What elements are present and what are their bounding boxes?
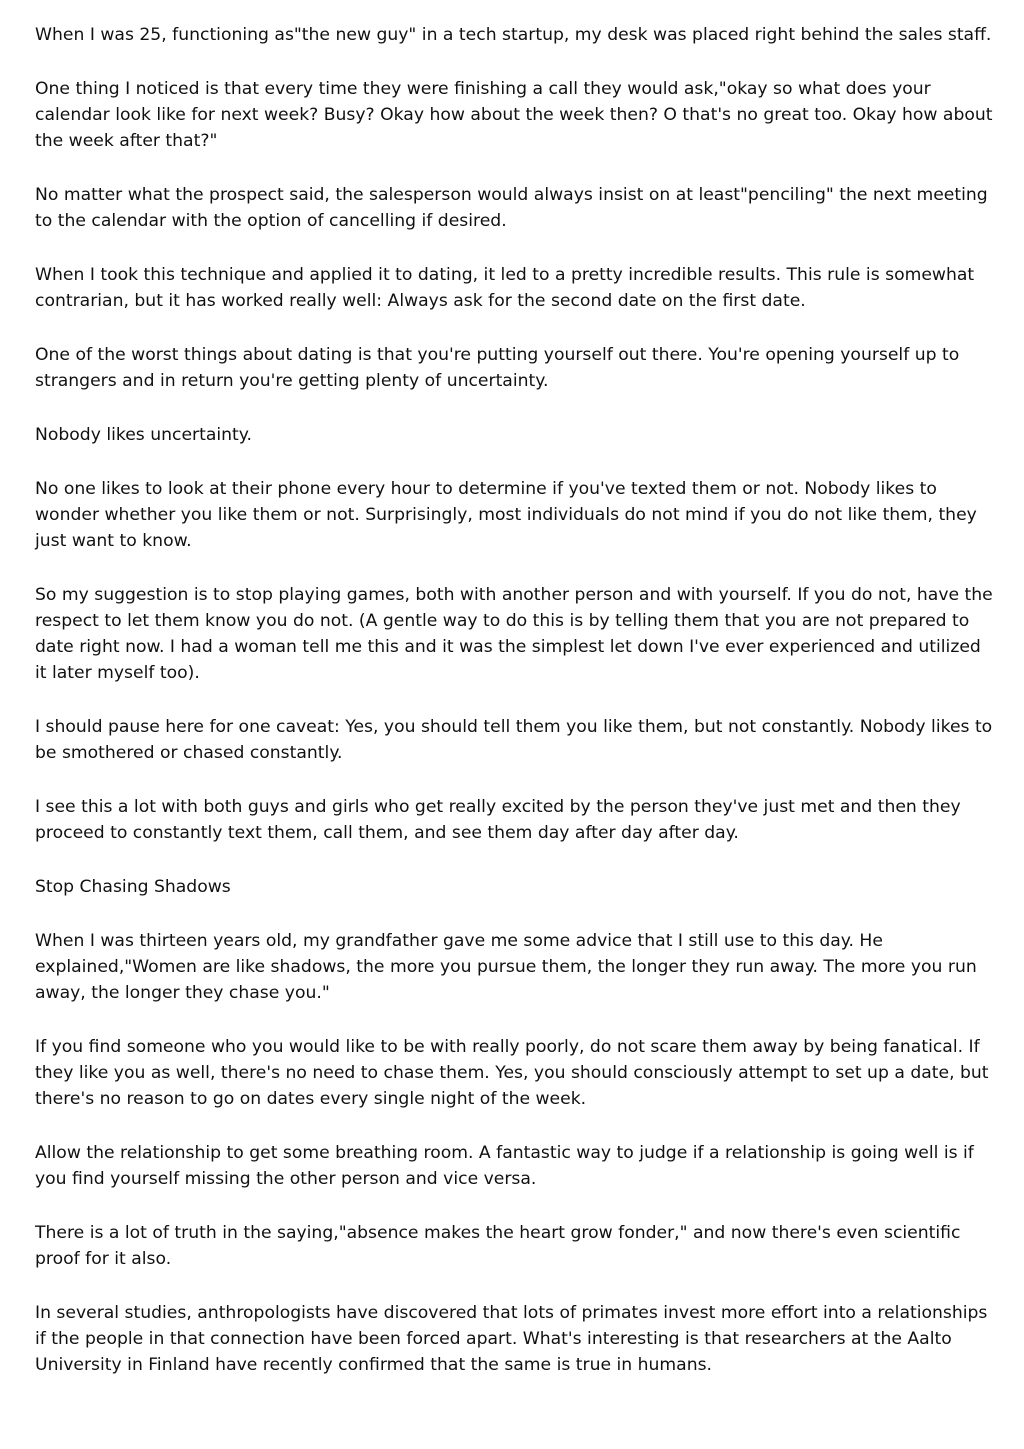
paragraph-4: When I took this technique and applied it to dating, it led to a pretty incredible results. This rule is somewhat contrarian, but it has worked really well: Always ask for the second date on the first date. bbox=[35, 265, 975, 311]
paragraph-2: One thing I noticed is that every time they were finishing a call they would ask,"okay so what does your calendar look like for next week? Busy? Okay how about the week then? O that's no great too. Okay how about the week after that?" bbox=[35, 79, 993, 151]
paragraph-7: No one likes to look at their phone every hour to determine if you've texted them or not. Nobody likes to wonder whether you like them or not. Surprisingly, most individuals do not mind if you do not like them, they just want to know. bbox=[35, 479, 977, 551]
paragraph-10: I see this a lot with both guys and girls who get really excited by the person they've just met and then they proceed to constantly text them, call them, and see them day after day after day. bbox=[35, 797, 961, 843]
paragraph-6: Nobody likes uncertainty. bbox=[35, 425, 252, 445]
document-page bbox=[35, 22, 995, 1406]
paragraph-9: I should pause here for one caveat: Yes, you should tell them you like them, but not constantly. Nobody likes to be smothered or chased constantly. bbox=[35, 717, 993, 763]
section-heading: Stop Chasing Shadows bbox=[35, 877, 231, 897]
paragraph-13: If you find someone who you would like to be with really poorly, do not scare them away by being fanatical. If they like you as well, there's no need to chase them. Yes, you should consciously attempt to set up a date, but there's no reason to go on dates every single night of the week. bbox=[35, 1037, 989, 1109]
paragraph-14: Allow the relationship to get some breathing room. A fantastic way to judge if a relationship is going well is if you find yourself missing the other person and vice versa. bbox=[35, 1143, 974, 1189]
paragraph-15: There is a lot of truth in the saying,"absence makes the heart grow fonder," and now there's even scientific proof for it also. bbox=[35, 1223, 961, 1269]
paragraph-1: When I was 25, functioning as"the new guy" in a tech startup, my desk was placed right behind the sales staff. bbox=[35, 25, 992, 45]
paragraph-5: One of the worst things about dating is that you're putting yourself out there. You're opening yourself up to strangers and in return you're getting plenty of uncertainty. bbox=[35, 345, 960, 391]
paragraph-16: In several studies, anthropologists have discovered that lots of primates invest more effort into a relationships if the people in that connection have been forced apart. What's interesting is that researchers at the Aalto University in Finland have recently confirmed that the same is true in humans. bbox=[35, 1303, 988, 1375]
paragraph-8: So my suggestion is to stop playing games, both with another person and with yourself. If you do not, have the respect to let them know you do not. (A gentle way to do this is by telling them that you are not prepared to date right now. I had a woman tell me this and it was the simplest let down I've ever experienced and utilized it later myself too). bbox=[35, 585, 993, 683]
paragraph-3: No matter what the prospect said, the salesperson would always insist on at least"penciling" the next meeting to the calendar with the option of cancelling if desired. bbox=[35, 185, 988, 231]
paragraph-12: When I was thirteen years old, my grandfather gave me some advice that I still use to this day. He explained,"Women are like shadows, the more you pursue them, the longer they run away. The more you run away, the longer they chase you." bbox=[35, 931, 977, 1003]
